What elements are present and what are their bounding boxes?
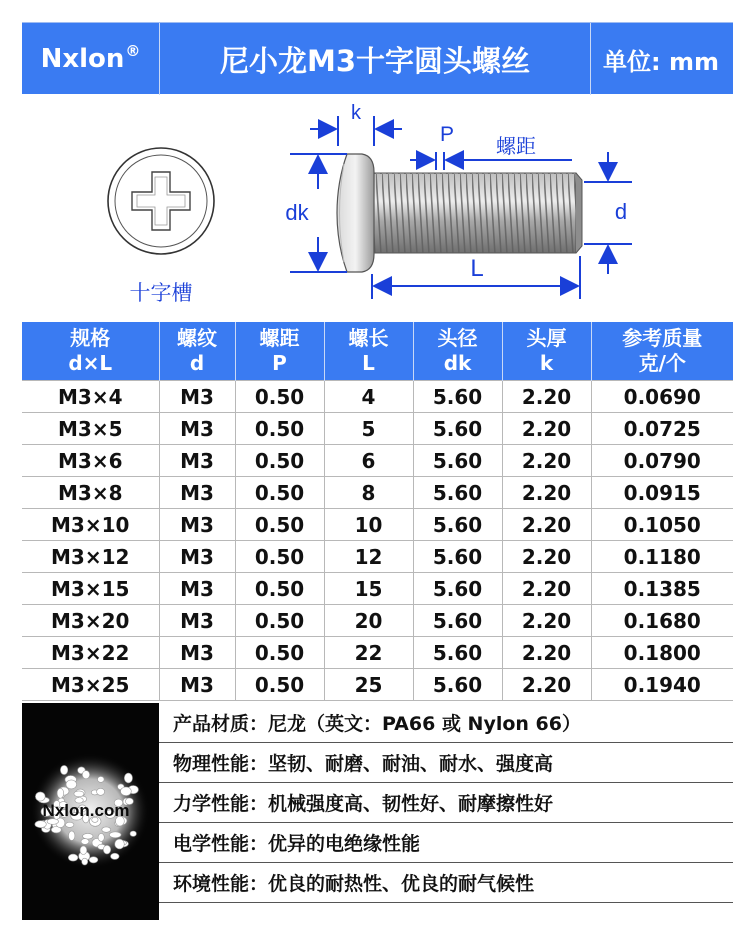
table-cell: 5.60 <box>413 541 502 573</box>
pellet <box>109 832 121 838</box>
table-cell: 5.60 <box>413 573 502 605</box>
table-cell: M3 <box>159 477 235 509</box>
table-cell: 2.20 <box>502 541 591 573</box>
pellet <box>35 792 45 801</box>
label-k: k <box>351 102 361 124</box>
table-cell: M3 <box>159 669 235 701</box>
nylon-pellets-photo <box>22 703 159 920</box>
page-title: 尼小龙M3十字圆头螺丝 <box>159 23 591 95</box>
table-cell: 0.50 <box>235 477 324 509</box>
table-cell: 0.50 <box>235 541 324 573</box>
table-cell: 5.60 <box>413 669 502 701</box>
table-cell: 2.20 <box>502 509 591 541</box>
table-row <box>22 541 733 573</box>
table-cell: 22 <box>324 637 413 669</box>
label-dk: dk <box>285 200 309 225</box>
table-row <box>22 445 733 477</box>
table-cell: 0.1385 <box>591 573 733 605</box>
table-cell: 5.60 <box>413 413 502 445</box>
pellet <box>68 854 78 861</box>
table-cell: 0.50 <box>235 413 324 445</box>
table-cell: 0.0725 <box>591 413 733 445</box>
photo-watermark: Nxlon.com <box>42 801 130 820</box>
pellet <box>98 776 105 782</box>
column-header-title: 头径 <box>437 326 478 350</box>
column-header-title: 螺距 <box>259 326 300 350</box>
screw-side-view <box>337 154 582 272</box>
table-cell: 0.50 <box>235 381 324 413</box>
material-property-line: 力学性能：机械强度高、韧性好、耐摩擦性好 <box>159 783 733 823</box>
table-cell: 0.50 <box>235 573 324 605</box>
column-header-title: 头厚 <box>526 326 567 350</box>
table-cell: 0.50 <box>235 445 324 477</box>
table-cell: 10 <box>324 509 413 541</box>
table-row <box>22 669 733 701</box>
column-header-title: 规格 <box>70 326 111 350</box>
table-cell: 0.0690 <box>591 381 733 413</box>
pellet <box>57 788 64 798</box>
column-header-symbol: k <box>539 351 554 375</box>
table-cell: 0.1180 <box>591 541 733 573</box>
pellet <box>111 853 120 859</box>
unit-label: 单位: mm <box>603 47 719 76</box>
table-cell: M3 <box>159 413 235 445</box>
table-cell: 4 <box>324 381 413 413</box>
table-cell: 2.20 <box>502 605 591 637</box>
column-header-symbol: P <box>272 351 287 375</box>
pellet <box>60 765 67 774</box>
phillips-head-top-view <box>108 148 214 254</box>
table-cell: 12 <box>324 541 413 573</box>
table-row <box>22 605 733 637</box>
label-p: P <box>439 123 455 146</box>
table-cell: 0.50 <box>235 669 324 701</box>
table-cell: 2.20 <box>502 477 591 509</box>
table-cell: 2.20 <box>502 381 591 413</box>
table-body <box>22 381 733 701</box>
table-row <box>22 413 733 445</box>
pellet <box>82 771 89 779</box>
table-row <box>22 573 733 605</box>
table-cell: 2.20 <box>502 669 591 701</box>
column-header-symbol: dk <box>443 351 472 375</box>
header-bar <box>22 22 733 94</box>
column-header <box>159 322 235 381</box>
table-row <box>22 381 733 413</box>
pellet <box>130 831 136 836</box>
table-cell: M3×5 <box>22 413 159 445</box>
table-cell: 5.60 <box>413 509 502 541</box>
material-property-line: 物理性能：坚韧、耐磨、耐油、耐水、强度高 <box>159 743 733 783</box>
table-header-row <box>22 322 733 381</box>
table-cell: 2.20 <box>502 573 591 605</box>
column-header-symbol: 克/个 <box>638 351 686 375</box>
table-cell: 5.60 <box>413 637 502 669</box>
brand-name: Nxlon <box>40 44 125 74</box>
screw-diagram <box>22 94 733 322</box>
column-header <box>235 322 324 381</box>
material-property-line: 环境性能：优良的耐热性、优良的耐气候性 <box>159 863 733 903</box>
column-header <box>324 322 413 381</box>
table-cell: 0.1800 <box>591 637 733 669</box>
pellet <box>80 846 87 855</box>
label-l: L <box>470 255 484 282</box>
table-cell: 25 <box>324 669 413 701</box>
pellet <box>69 831 75 841</box>
property-list <box>159 703 733 920</box>
pellet <box>121 787 132 796</box>
table-cell: 0.50 <box>235 509 324 541</box>
pellet <box>82 858 88 865</box>
column-header-title: 螺纹 <box>177 326 217 350</box>
table-cell: M3×4 <box>22 381 159 413</box>
cross-slot-label: 十字槽 <box>129 281 193 305</box>
pellet <box>89 857 98 863</box>
column-header-symbol: d×L <box>68 351 113 375</box>
table-cell: 5.60 <box>413 605 502 637</box>
table-cell: 5.60 <box>413 477 502 509</box>
table-cell: M3 <box>159 509 235 541</box>
table-cell: 20 <box>324 605 413 637</box>
pellet <box>98 833 104 841</box>
column-header <box>502 322 591 381</box>
table-cell: 15 <box>324 573 413 605</box>
column-header <box>413 322 502 381</box>
pellet <box>97 788 105 795</box>
table-cell: M3×12 <box>22 541 159 573</box>
table-cell: M3×8 <box>22 477 159 509</box>
table-row <box>22 637 733 669</box>
table-cell: 0.1050 <box>591 509 733 541</box>
registered-mark: ® <box>125 42 141 60</box>
table-cell: 5 <box>324 413 413 445</box>
table-cell: 0.50 <box>235 605 324 637</box>
table-cell: 2.20 <box>502 413 591 445</box>
table-cell: 0.1680 <box>591 605 733 637</box>
pellets-image <box>22 703 159 920</box>
label-pitch: 螺距 <box>496 134 536 158</box>
pellet <box>124 773 132 783</box>
table-cell: M3 <box>159 605 235 637</box>
table-cell: M3×20 <box>22 605 159 637</box>
pellet <box>66 822 74 827</box>
table-cell: 0.50 <box>235 637 324 669</box>
table-cell: M3×15 <box>22 573 159 605</box>
pellet <box>35 821 46 828</box>
table-row <box>22 477 733 509</box>
table-cell: M3×25 <box>22 669 159 701</box>
column-header-title: 参考质量 <box>622 326 703 350</box>
table-cell: M3 <box>159 541 235 573</box>
spec-table <box>22 322 733 701</box>
pellet <box>74 791 84 797</box>
screw-drawing <box>22 94 733 322</box>
pellet <box>102 827 111 832</box>
table-row <box>22 509 733 541</box>
table-cell: M3×6 <box>22 445 159 477</box>
column-header-symbol: d <box>189 351 205 375</box>
table-cell: 0.0915 <box>591 477 733 509</box>
table-cell: 2.20 <box>502 445 591 477</box>
brand-logo <box>22 23 159 95</box>
column-header <box>591 322 733 381</box>
table-cell: 0.0790 <box>591 445 733 477</box>
column-header-symbol: L <box>362 351 375 375</box>
material-property-line: 产品材质：尼龙（英文：PA66 或 Nylon 66） <box>159 703 733 743</box>
table-cell: 6 <box>324 445 413 477</box>
table-cell: M3×22 <box>22 637 159 669</box>
pellet <box>81 839 89 845</box>
pellet <box>83 833 93 839</box>
label-d: d <box>614 199 628 224</box>
table-cell: 2.20 <box>502 637 591 669</box>
material-info <box>22 703 733 920</box>
table-cell: 5.60 <box>413 381 502 413</box>
column-header <box>22 322 159 381</box>
pellet <box>115 839 125 849</box>
table-cell: 8 <box>324 477 413 509</box>
table-cell: M3 <box>159 445 235 477</box>
table-cell: 5.60 <box>413 445 502 477</box>
table-cell: 0.1940 <box>591 669 733 701</box>
table-cell: M3 <box>159 573 235 605</box>
pellet <box>103 845 110 854</box>
table-cell: M3 <box>159 381 235 413</box>
material-property-line: 电学性能：优异的电绝缘性能 <box>159 823 733 863</box>
table-cell: M3 <box>159 637 235 669</box>
pellet <box>66 780 77 789</box>
column-header-title: 螺长 <box>348 326 389 350</box>
table-cell: M3×10 <box>22 509 159 541</box>
